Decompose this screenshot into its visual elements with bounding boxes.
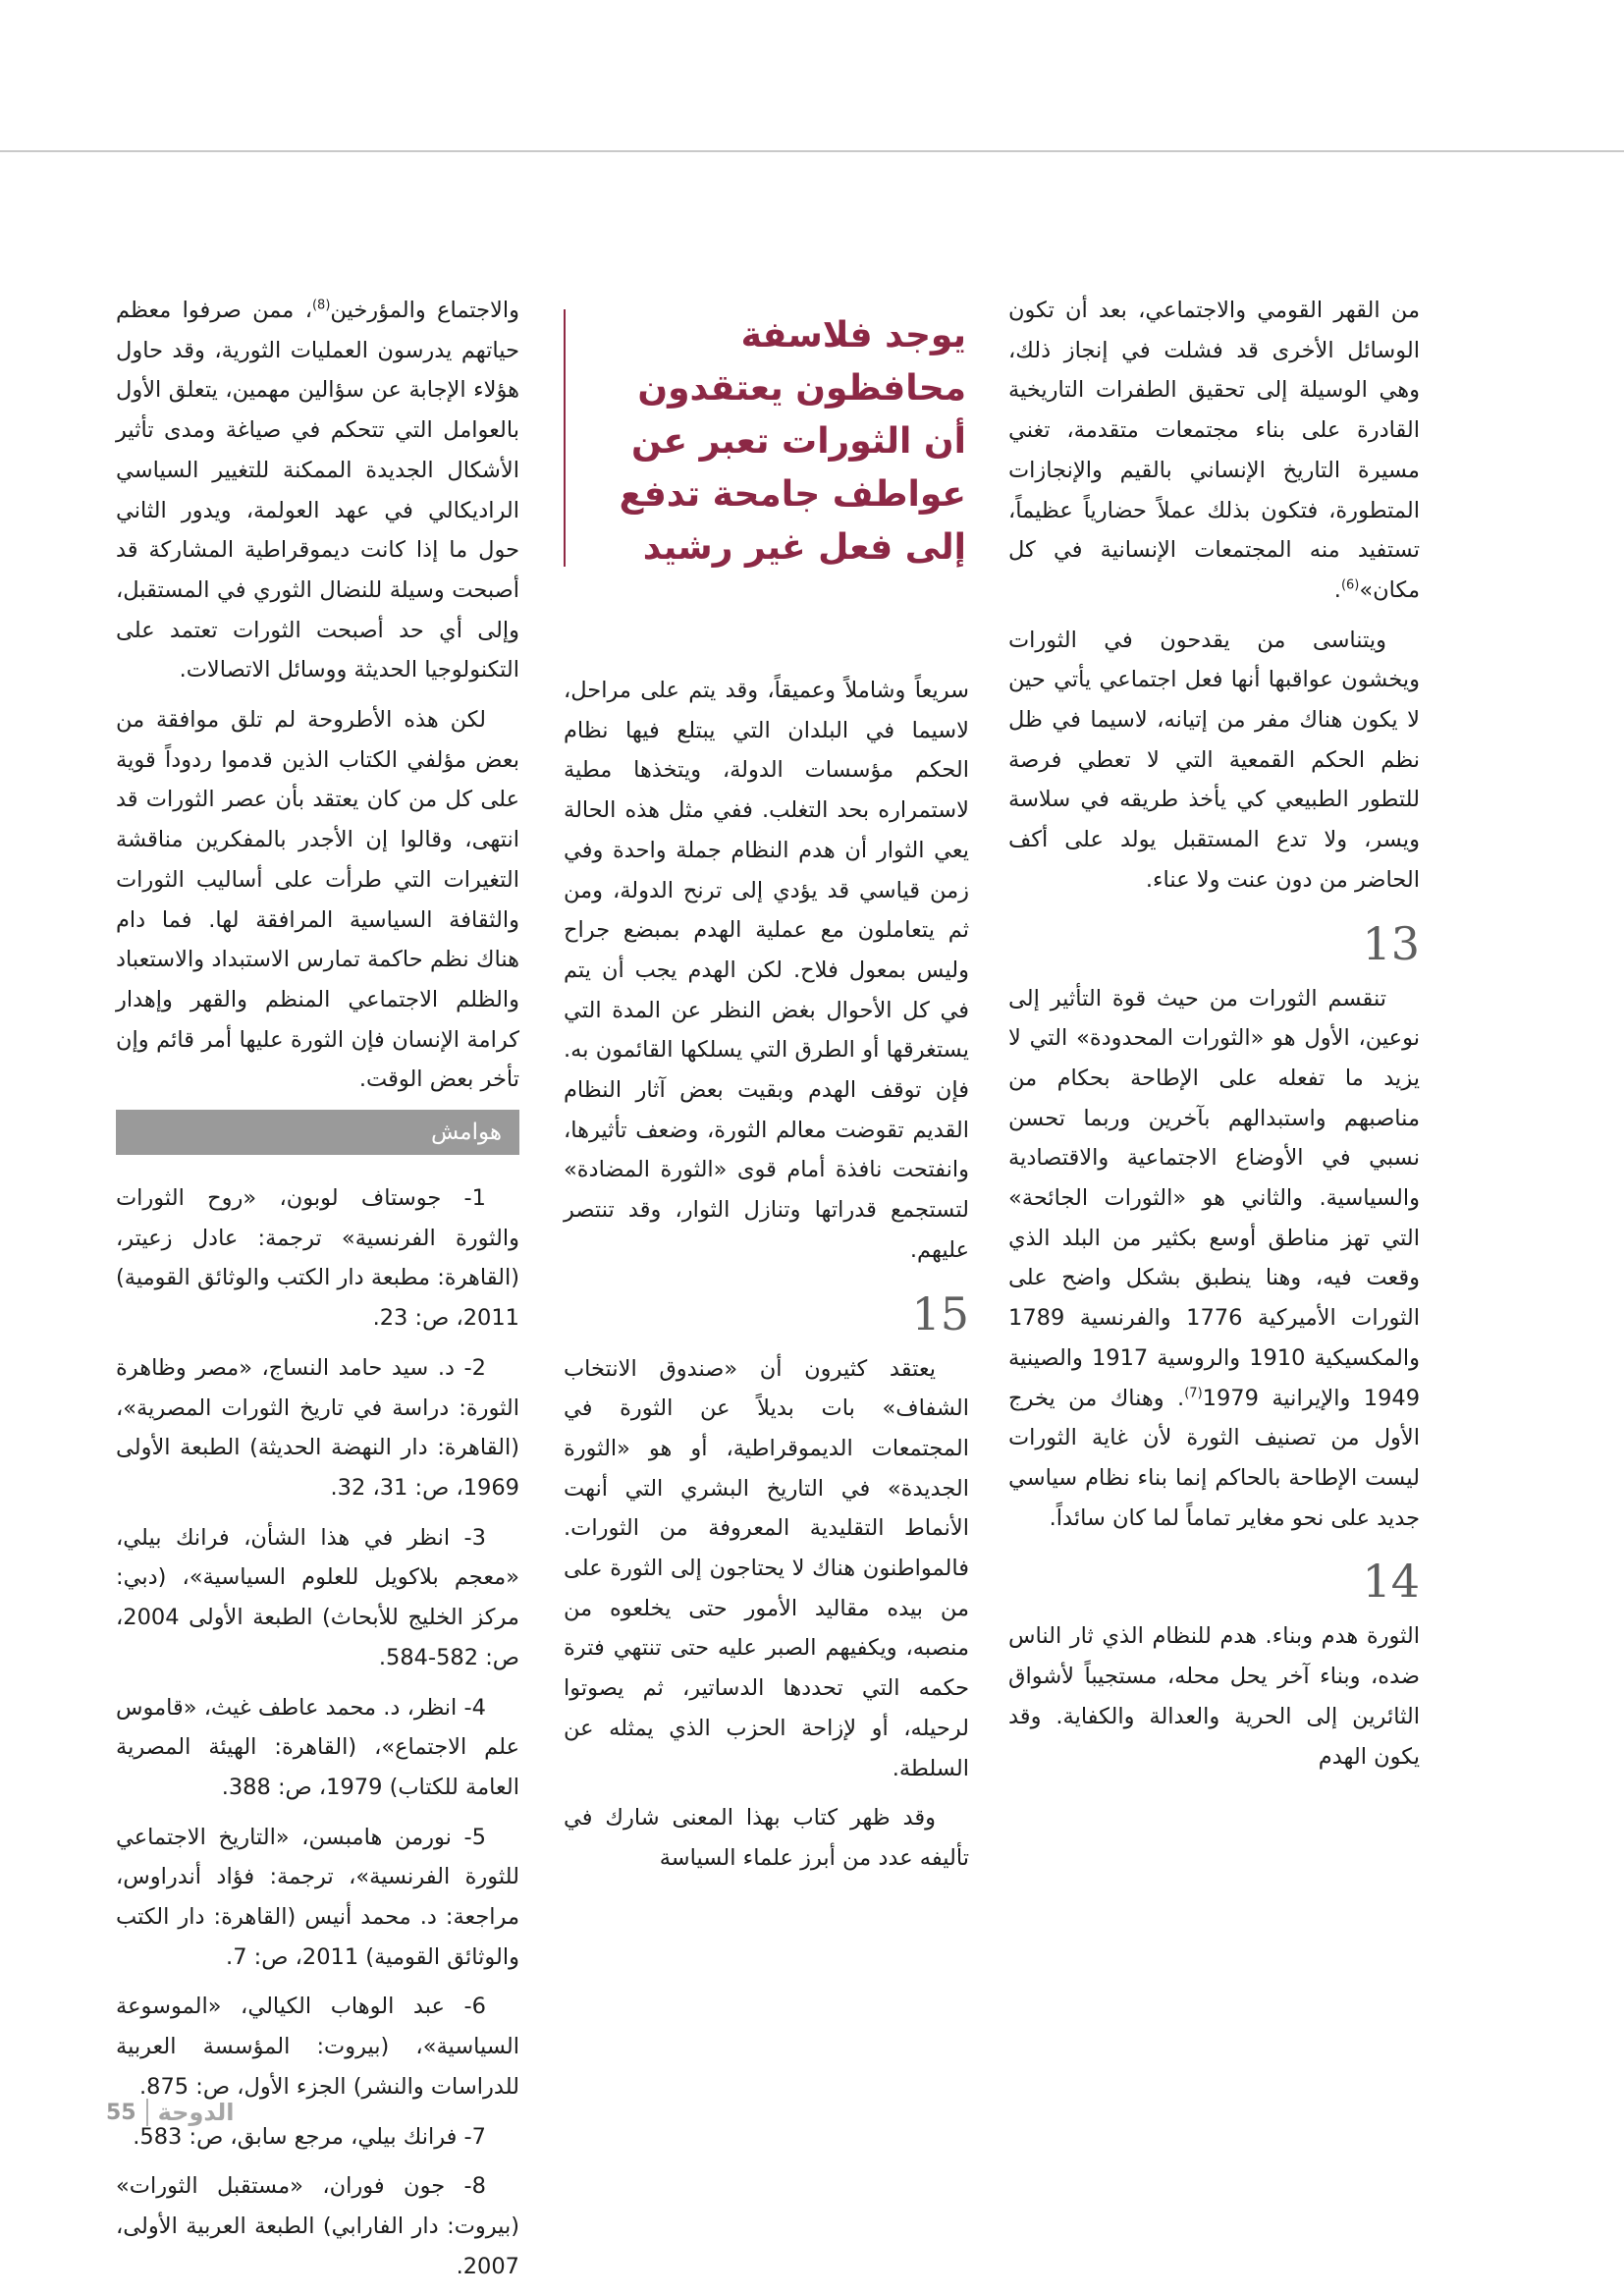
footnote-8: 8- جون فوران، «مستقبل الثورات» (بيروت: دار الفارابي) الطبعة العربية الأولى، 2007. [116,2173,519,2279]
right-paragraph-1-text: من القهر القومي والاجتماعي، بعد أن تكون الوسائل الأخرى قد فشلت في إنجاز ذلك، وهي الوسيلة إلى تحقيق الطفرات التاريخية القادرة على بناء مجتمعات متقدمة، تغني مسيرة التاريخ الإنساني بالقيم والإنجازات المتطورة، فتكون بذلك عملاً حضارياً عظيماً، تستفيد منه المجتمعات الإنسانية في كل مكان» [1008,298,1420,603]
footnote-ref-7: (7) [1184,1386,1203,1401]
footnote-7: 7- فرانك بيلي، مرجع سابق، ص: 583. [133,2123,486,2150]
section-15-paragraph: يعتقد كثيرون أن «صندوق الانتخاب الشفاف» بات بديلاً عن الثورة في المجتمعات الديموقراطية، أو هو «الثورة الجديدة» في التاريخ البشري التي أنهت الأنماط التقليدية المعروفة من الثورات. فالمواطنون هناك لا يحتاجون إلى الثورة على من بيده مقاليد الأمور حتى يخلعوه من منصبه، ويكفيهم الصبر عليه حتى تنتهي فترة حكمه التي تحددها الدساتير، ثم يصوتوا لرحيله، أو لإزاحة الحزب الذي يمثله عن السلطة. [564,1355,969,1781]
left-paragraph-1-rest: ، ممن صرفوا معظم حياتهم يدرسون العمليات الثورية، وقد حاول هؤلاء الإجابة عن سؤالين مهمين، يتعلق الأول بالعوامل التي تتحكم في صياغة ومدى تأثير الأشكال الجديدة الممكنة للتغيير السياسي الراديكالي في عهد العولمة، ويدور الثاني حول ما إذا كانت ديموقراطية المشاركة قد أصبحت وسيلة للنضال الثوري في المستقبل، وإلى أي حد أصبحت الثورات تعتمد على التكنولوجيا الحديثة ووسائل الاتصالات. [116,298,519,683]
section-13-text: تنقسم الثورات من حيث قوة التأثير إلى نوعين، الأول هو «الثورات المحدودة» التي لا يزيد ما تفعله على الإطاحة بحكام من مناصبهم واستبدالهم بآخرين وربما تحسن نسبي في الأوضاع الاجتماعية والاقتصادية والسياسية. والثاني هو «الثورات الجائحة» التي تهز مناطق أوسع بكثير من البلد الذي وقعت فيه، وهنا ينطبق بشكل واضح على الثورات الأميركية 1776 والفرنسية 1789 والمكسيكية 1910 والروسية 1917 والصينية 1949 والإيرانية 1979 [1008,985,1421,1411]
left-paragraph-1 [116,291,519,690]
section-13-tail: . وهناك من يخرج الأول من تصنيف الثورة لأن غاية الثورات ليست الإطاحة بالحاكم إنما بناء نظام سياسي جديد على نحو مغاير تماماً لما كان سائداً. [1008,1385,1420,1531]
footnote-5: 5- نورمن هامبسن، «التاريخ الاجتماعي للثورة الفرنسية»، ترجمة: فؤاد أندراوس، مراجعة: د. محمد أنيس (القاهرة: دار الكتب والوثائق القومية) 2011، ص: 7. [116,1824,519,1970]
right-paragraph-1-end: . [1333,576,1341,603]
magazine-logo: الدوحة [157,2099,235,2126]
pull-quote-line-3: أن الثورات تعبر عن [631,421,966,462]
pull-quote-line-1: يوجد فلاسفة [740,315,966,355]
left-paragraph-1-start: والاجتماع والمؤرخين [330,298,519,323]
footnote-3: 3- انظر في هذا الشأن، فرانك بيلي، «معجم بلاكويل للعلوم السياسية»، (دبي: مركز الخليج للأبحاث) الطبعة الأولى 2004، ص: 582-584. [116,1524,519,1670]
right-column [1008,291,1420,1786]
footnote-4: 4- انظر، د. محمد عاطف غيث، «قاموس علم الاجتماع»، (القاهرة: الهيئة المصرية العامة للكتاب) 1979، ص: 388. [116,1694,519,1800]
left-column [116,291,519,2296]
middle-paragraph-1: سريعاً وشاملاً وعميقاً، وقد يتم على مراحل، لاسيما في البلدان التي يبتلع فيها نظام الحكم مؤسسات الدولة، ويتخذها مطية لاستمراره بحد التغلب. ففي مثل هذه الحالة يعي الثوار أن هدم النظام جملة واحدة وفي زمن قياسي قد يؤدي إلى ترنح الدولة، ومن ثم يتعاملون مع عملية الهدم بمبضع جراح وليس بمعول فلاح. لكن الهدم يجب أن يتم في كل الأحوال بغض النظر عن المدة التي يستغرقها أو الطرق التي يسلكها القائمون به. فإن توقف الهدم وبقيت بعض آثار النظام القديم تقوضت معالم الثورة، وضعف تأثيرها، وانفتحت نافذة أمام قوى «الثورة المضادة» لتستجمع قدراتها وتنازل الثوار، وقد تنتصر عليهم. [564,678,969,1263]
pull-quote-line-5: إلى فعل غير رشيد [642,527,966,568]
section-14-paragraph: الثورة هدم وبناء. هدم للنظام الذي ثار الناس ضده، وبناء آخر يحل محله، مستجيباً لأشواق الثائرين إلى الحرية والعدالة والكفاية. وقد يكون الهدم [1008,1623,1420,1770]
page-footer [106,2099,235,2126]
page-number: 55 [106,2100,136,2125]
footnotes-header: هوامش [116,1110,519,1155]
section-number-14: 14 [1362,1555,1420,1609]
footnote-2: 2- د. سيد حامد النساج، «مصر وظاهرة الثورة: دراسة في تاريخ الثورات المصرية»، (القاهرة: دار النهضة الحديثة) الطبعة الأولى 1969، ص: 31، 32. [116,1354,519,1501]
footnote-ref-6: (6) [1340,577,1360,593]
section-number-13: 13 [1362,916,1420,970]
right-paragraph-1 [1008,291,1420,611]
top-rule [0,150,1624,152]
pull-quote-line-2: محافظون يعتقدون [637,368,966,409]
middle-column [564,671,969,1888]
section-13-paragraph [1008,979,1420,1539]
footnote-ref-8: (8) [311,298,331,313]
footer-divider [146,2099,148,2126]
pull-quote-line-4: عواطف جامحة تدفع [619,474,966,515]
pull-quote [564,309,966,567]
right-paragraph-2: ويتناسى من يقدحون في الثورات ويخشون عواقبها أنها فعل اجتماعي يأتي حين لا يكون هناك مفر من إتيانه، لاسيما في ظل نظم الحكم القمعية التي لا تعطي فرصة للتطور الطبيعي كي يأخذ طريقه في سلاسة ويسر، ولا تدع المستقبل يولد على أكف الحاضر من دون عنت ولا عناء. [1008,627,1420,893]
section-number-15: 15 [911,1286,969,1340]
middle-paragraph-3: وقد ظهر كتاب بهذا المعنى شارك في تأليفه عدد من أبرز علماء السياسة [564,1805,969,1871]
footnote-1: 1- جوستاف لوبون، «روح الثورات والثورة الفرنسية» ترجمة: عادل زعيتر، (القاهرة: مطبعة دار الكتب والوثائق القومية) 2011، ص: 23. [116,1185,519,1332]
footnote-6: 6- عبد الوهاب الكيالي، «الموسوعة السياسية»، (بيروت: المؤسسة العربية للدراسات والنشر) الجزء الأول، ص: 875. [116,1994,519,2100]
left-paragraph-2: لكن هذه الأطروحة لم تلق موافقة من بعض مؤلفي الكتاب الذين قدموا ردوداً قوية على كل من كان يعتقد بأن عصر الثورات قد انتهى، وقالوا إن الأجدر بالمفكرين مناقشة التغيرات التي طرأت على أساليب الثورات والثقافة السياسية المرافقة لها. فما دام هناك نظم حاكمة تمارس الاستبداد والاستعباد والظلم الاجتماعي المنظم والقهر وإهدار كرامة الإنسان فإن الثورة عليها أمر قائم وإن تأخر بعض الوقت. [116,707,519,1093]
